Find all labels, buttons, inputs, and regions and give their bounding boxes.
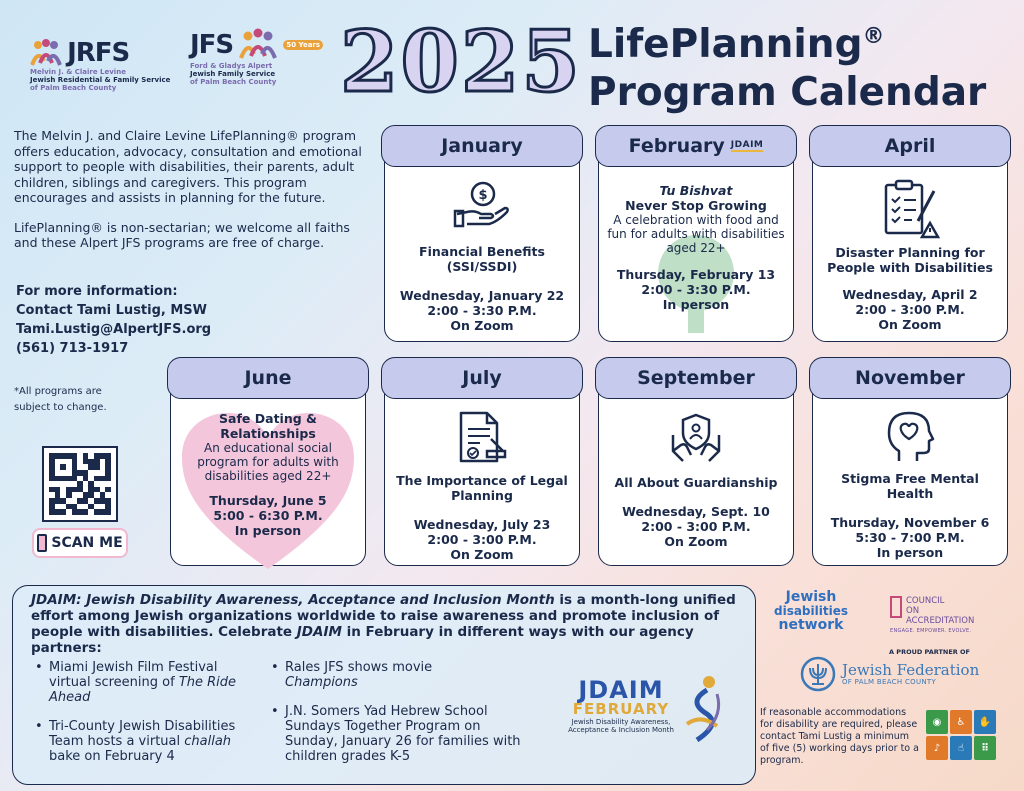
jdaim-intro-italic2: JDAIM xyxy=(296,624,342,640)
list-item-text: bake on February 4 xyxy=(49,749,175,764)
event-title: Never Stop Growing xyxy=(625,198,767,213)
jdaim-intro xyxy=(31,592,751,656)
event-location: In person xyxy=(662,297,730,312)
eye-icon: ◉ xyxy=(926,710,948,734)
event-time: 5:30 - 7:00 P.M. xyxy=(855,530,965,545)
protecting-hands-icon xyxy=(669,411,723,465)
month-card-april xyxy=(812,130,1008,342)
intro-text xyxy=(14,128,364,265)
contact-phone[interactable]: (561) 713-1917 xyxy=(16,341,129,356)
jdaim-list-right xyxy=(271,660,533,772)
coa-line1: COUNCIL xyxy=(906,596,945,606)
list-item xyxy=(35,660,257,705)
council-on-accreditation-logo xyxy=(890,596,1000,636)
money-hand-icon xyxy=(453,180,511,230)
month-card-september xyxy=(598,362,794,566)
jdaim-caption-2: Acceptance & Inclusion Month xyxy=(568,726,674,734)
coa-mark-icon xyxy=(890,596,902,618)
event-location: On Zoom xyxy=(664,534,728,549)
jrfs-name: JRFS xyxy=(67,38,130,68)
contact-block xyxy=(16,282,266,358)
month-card-february xyxy=(598,130,794,342)
list-item-italic: challah xyxy=(184,734,232,749)
jfs-name: JFS xyxy=(190,30,234,60)
event-time: 2:00 - 3:30 P.M. xyxy=(427,303,537,318)
phone-icon xyxy=(37,534,47,552)
jrfs-logo xyxy=(30,38,180,92)
jewish-disabilities-network-logo xyxy=(766,590,856,632)
jewish-federation-logo xyxy=(800,648,990,692)
month-card-june xyxy=(170,362,366,566)
accessibility-icons xyxy=(926,710,996,760)
event-time: 5:00 - 6:30 P.M. xyxy=(213,508,323,523)
month-header-november xyxy=(809,357,1011,399)
head-heart-icon xyxy=(883,409,937,463)
sign-language-icon: ✋ xyxy=(974,710,996,734)
coa-tagline: ENGAGE. EMPOWER. EVOLVE. xyxy=(890,628,972,634)
month-label: June xyxy=(244,367,292,389)
jdaim-month: FEBRUARY xyxy=(572,700,670,718)
event-title: The Importance of Legal Planning xyxy=(396,473,568,503)
jfed-name: Jewish Federation xyxy=(842,660,980,679)
list-item-italic: The Ride Ahead xyxy=(49,675,237,705)
month-label: September xyxy=(637,367,755,389)
list-item-text: Rales JFS shows movie xyxy=(285,660,433,675)
contact-name: Contact Tami Lustig, MSW xyxy=(16,303,208,318)
event-time: 2:00 - 3:00 P.M. xyxy=(641,519,751,534)
intro-paragraph-2: LifePlanning® is non-sectarian; we welcome all faiths and these Alpert JFS programs are free of charge. xyxy=(14,219,350,250)
wheelchair-icon: ♿ xyxy=(950,710,972,734)
jfed-subtitle: OF PALM BEACH COUNTY xyxy=(842,677,937,686)
jfs-swirl-icon xyxy=(677,674,727,744)
event-time: 2:00 - 3:00 P.M. xyxy=(855,302,965,317)
month-label: July xyxy=(462,367,502,389)
jdn-line3: network xyxy=(778,617,844,633)
month-card-november xyxy=(812,362,1008,566)
qr-module xyxy=(105,509,111,515)
event-time: 2:00 - 3:00 P.M. xyxy=(427,532,537,547)
event-description: An educational social program for adults with disabilities aged 22+ xyxy=(197,441,339,483)
event-date: Wednesday, Sept. 10 xyxy=(622,504,770,519)
jrfs-line3: of Palm Beach County xyxy=(30,84,117,92)
jdaim-word: JDAIM xyxy=(578,676,664,704)
contact-heading: For more information: xyxy=(16,284,178,299)
event-location: In person xyxy=(876,545,944,560)
jdaim-mini-logo: JDAIM xyxy=(730,140,764,150)
assistance-icon: ☝ xyxy=(950,736,972,760)
jrfs-line2: Jewish Residential & Family Service xyxy=(30,76,171,84)
event-location: On Zoom xyxy=(450,547,514,562)
title-line2: Program Calendar xyxy=(588,70,987,115)
month-header-april xyxy=(809,125,1011,167)
scan-me-text: SCAN ME xyxy=(51,535,123,551)
jfs-line3: of Palm Beach County xyxy=(190,78,277,86)
jdaim-list-left xyxy=(35,660,257,772)
jdaim-intro-italic: JDAIM: Jewish Disability Awareness, Acceptance and Inclusion Month xyxy=(31,592,555,608)
event-title-italic: Tu Bishvat xyxy=(659,183,733,198)
event-title: Safe Dating & Relationships xyxy=(219,411,317,441)
event-date: Wednesday, July 23 xyxy=(413,517,551,532)
scan-me-label xyxy=(32,528,128,558)
jdn-line1: Jewish xyxy=(785,589,837,605)
jdaim-intro-rest2: in February in different ways with our agency partners: xyxy=(31,624,694,656)
month-card-july xyxy=(384,362,580,566)
jdaim-february-logo xyxy=(551,676,691,734)
intro-paragraph-1: The Melvin J. and Claire Levine LifePlanning® program offers education, advocacy, consultation and emotional support to people with disabilities, their parents, adult children, siblings and caregivers. This program encourages and assists in planning for the future. xyxy=(14,128,362,205)
event-location: On Zoom xyxy=(450,318,514,333)
jfs-logo xyxy=(190,28,330,86)
subject-to-change-note: *All programs are subject to change. xyxy=(14,386,107,413)
clipboard-warning-icon xyxy=(878,177,942,241)
event-title: Stigma Free Mental Health xyxy=(841,471,979,501)
people-logo-icon xyxy=(238,28,278,62)
event-date: Wednesday, April 2 xyxy=(842,287,978,302)
month-label: January xyxy=(441,135,523,157)
hearing-icon: ♪ xyxy=(926,736,948,760)
list-item xyxy=(35,719,257,764)
fifty-years-badge: 50 Years xyxy=(283,40,323,50)
event-date: Thursday, February 13 xyxy=(616,267,776,282)
braille-icon: ⠿ xyxy=(974,736,996,760)
month-label: April xyxy=(884,135,936,157)
qr-code-pattern xyxy=(49,453,111,515)
contact-email[interactable]: Tami.Lustig@AlpertJFS.org xyxy=(16,322,212,337)
month-header-september xyxy=(595,357,797,399)
title-registered-mark: ® xyxy=(862,24,885,49)
list-item-italic: Champions xyxy=(285,675,358,690)
month-header-january xyxy=(381,125,583,167)
legal-document-icon xyxy=(457,409,507,465)
list-item-text: Miami Jewish Film Festival virtual screening of xyxy=(49,660,218,690)
proud-partner-caption: A PROUD PARTNER OF xyxy=(889,648,970,656)
list-item-text: Tri-County Jewish Disabilities Team hosts a virtual xyxy=(49,719,236,749)
list-item xyxy=(271,660,533,690)
qr-code[interactable] xyxy=(42,446,118,522)
jrfs-line1: Melvin J. & Claire Levine xyxy=(30,68,126,76)
coa-line3: ACCREDITATION xyxy=(906,616,975,626)
event-title: All About Guardianship xyxy=(614,475,778,490)
month-header-july xyxy=(381,357,583,399)
event-location: In person xyxy=(234,523,302,538)
people-logo-icon xyxy=(30,39,62,67)
jdn-line2: disabilities xyxy=(773,604,848,618)
event-date: Thursday, November 6 xyxy=(830,515,990,530)
menorah-icon xyxy=(800,656,836,692)
month-header-february xyxy=(595,125,797,167)
event-title: Financial Benefits (SSI/SSDI) xyxy=(419,244,545,274)
month-card-january xyxy=(384,130,580,342)
event-date: Thursday, June 5 xyxy=(209,493,327,508)
jdaim-intro-rest1: is a month-long unified effort among Jewish organizations worldwide to raise awareness and promote inclusion of people with disabilities. Celebrate xyxy=(31,592,736,640)
accommodations-note: If reasonable accommodations for disability are required, please contact Tami Lustig a minimum of five (5) working days prior to a program. xyxy=(760,707,919,766)
title-lifeplanning: LifePlanning xyxy=(588,22,863,67)
jfs-line1: Ford & Gladys Alpert xyxy=(190,62,273,70)
month-label: November xyxy=(855,367,965,389)
title-line1 xyxy=(588,22,885,67)
event-location: On Zoom xyxy=(878,317,942,332)
year-title: 2025 xyxy=(340,12,582,111)
coa-line2: ON xyxy=(906,606,920,616)
event-date: Wednesday, January 22 xyxy=(399,288,565,303)
month-header-june xyxy=(167,357,369,399)
jdaim-caption-1: Jewish Disability Awareness, xyxy=(571,718,671,726)
event-title: Disaster Planning for People with Disabilities xyxy=(827,245,993,275)
jfs-line2: Jewish Family Service xyxy=(190,70,276,78)
jdaim-info-box xyxy=(12,585,756,785)
svg-text:$: $ xyxy=(478,187,488,203)
month-label: February xyxy=(628,135,725,157)
event-time: 2:00 - 3:30 P.M. xyxy=(641,282,751,297)
list-item: • J.N. Somers Yad Hebrew School Sundays Together Program on Sunday, January 26 for families with children grades K-5 xyxy=(271,704,533,764)
event-description: A celebration with food and fun for adults with disabilities aged 22+ xyxy=(607,213,785,255)
